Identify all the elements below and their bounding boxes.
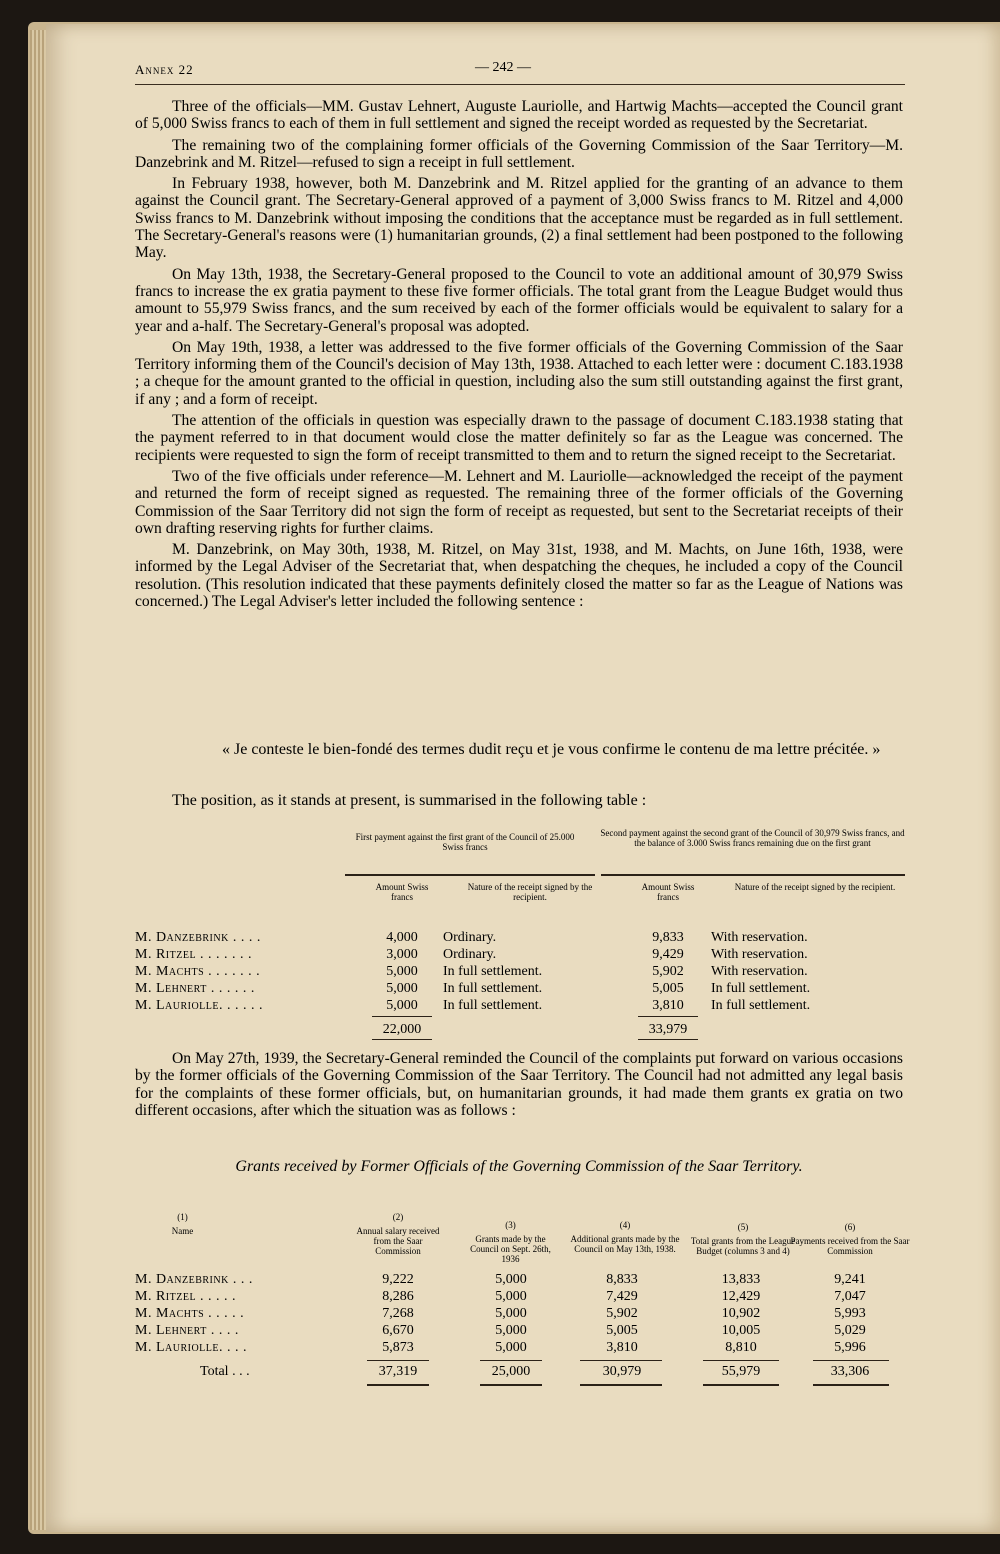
sum-rule [580, 1360, 662, 1361]
row-nature-1: In full settlement. [443, 981, 543, 996]
sum-rule [813, 1360, 889, 1361]
paragraph: On May 19th, 1938, a letter was addressed to the five former officials of the Governing Commission of the Saar Territory informing them of the Council's decision of May 13th, 1938. Attached to each letter were : document C.183.1938 ; a cheque for the amount granted to the official in question, including also the sum still outstanding against the first grant, if any ; and a form of receipt. [135, 338, 903, 408]
row-nature-2: With reservation. [711, 947, 808, 962]
row-nature-1: In full settlement. [443, 964, 543, 979]
col-header-3: (3) Grants made by the Council on Sept. 26th, 1936 [470, 1220, 551, 1264]
row-amount-1: 5,000 [386, 998, 418, 1013]
col-amount-2: Amount Swiss francs [641, 882, 695, 902]
grants-table-title: Grants received by Former Officials of the Governing Commission of the Saar Territory. [235, 1158, 803, 1175]
row-nature-2: In full settlement. [711, 998, 811, 1013]
row-name: M. Danzebrink . . . . [135, 930, 261, 945]
total-rule-2 [638, 1039, 698, 1040]
page-edges [30, 30, 46, 1530]
sum-rule-2 [638, 1016, 698, 1017]
row-amount-1: 3,000 [386, 947, 418, 962]
total-c6: 33,306 [830, 1364, 870, 1379]
col-nature-2: Nature of the receipt signed by the recipient. [734, 882, 896, 892]
col-header-1: (1) Name [171, 1212, 194, 1236]
group1-header: First payment against the first grant of the Council of 25.000 Swiss francs [355, 832, 575, 852]
row-name: M. Lehnert . . . . . . [135, 981, 255, 996]
closing-paragraph: On May 27th, 1939, the Secretary-General reminded the Council of the complaints put forward on various occasions by the former officials of the Governing Commission of the Saar Territory. The Council had not admitted any legal basis for the complaints of these former officials, but, on humanitarian grounds, it had made them grants ex gratia on two different occasions, after which the situation was as follows : [135, 1050, 903, 1119]
paragraph: On May 13th, 1938, the Secretary-General proposed to the Council to vote an additional amount of 30,979 Swiss francs to increase the ex gratia payment to these five former officials. The total grant from the League Budget would thus amount to 55,979 Swiss francs, and the sum received by each of the former officials would be equivalent to salary for a year and a-half. The Secretary-General's proposal was adopted. [135, 265, 903, 335]
table-row [135, 981, 905, 998]
row-nature-2: With reservation. [711, 964, 808, 979]
french-quote: « Je conteste le bien-fondé des termes dudit reçu et je vous confirme le contenu de ma lettre précitée. » [222, 741, 881, 758]
total-c3: 25,000 [491, 1364, 531, 1379]
annex-label: Annex 22 [135, 62, 194, 77]
col-header-5: (5) Total grants from the League Budget (columns 3 and 4) [690, 1222, 796, 1256]
row-amount-2: 5,005 [652, 981, 684, 996]
table-row: M. Lehnert . . . . 6,670 5,000 5,005 10,005 5,029 [135, 1323, 866, 1338]
paragraph: In February 1938, however, both M. Danzebrink and M. Ritzel applied for the granting of an advance to them against the Council grant. The Secretary-General approved of a payment of 3,000 Swiss francs to M. Ritzel and 4,000 Swiss francs to M. Danzebrink without imposing the conditions that the acceptance must be regarded as in full settlement. The Secretary-General's reasons were (1) humanitarian grounds, (2) a final settlement had been postponed to the following May. [135, 175, 903, 262]
table-row: M. Danzebrink . . . 9,222 5,000 8,833 13,833 9,241 [135, 1272, 866, 1287]
paragraph: The remaining two of the complaining former officials of the Governing Commission of the Saar Territory—M. Danzebrink and M. Ritzel—refused to sign a receipt in full settlement. [135, 136, 903, 171]
col-nature-1: Nature of the receipt signed by the recipient. [467, 882, 593, 902]
row-amount-2: 9,833 [652, 930, 684, 945]
row-name: M. Ritzel . . . . . . . [135, 947, 253, 962]
total-rule [580, 1384, 662, 1386]
sum-rule [480, 1360, 542, 1361]
col-header-4: (4) Additional grants made by the Council on May 13th, 1938. [570, 1220, 680, 1254]
total-1: 22,000 [382, 1022, 422, 1037]
total-2: 33,979 [648, 1022, 688, 1037]
row-amount-2: 3,810 [652, 998, 684, 1013]
row-name: M. Machts . . . . . . . [135, 964, 261, 979]
total-rule-1 [372, 1039, 432, 1040]
paragraph: Three of the officials—MM. Gustav Lehnert, Auguste Lauriolle, and Hartwig Machts—accepted the Council grant of 5,000 Swiss francs to each of them in full settlement and signed the receipt worded as requested by the Secretariat. [135, 98, 903, 133]
table-row [135, 930, 905, 947]
page-header [135, 58, 905, 85]
table-row: M. Ritzel . . . . . 8,286 5,000 7,429 12,429 7,047 [135, 1289, 866, 1304]
paragraph: M. Danzebrink, on May 30th, 1938, M. Ritzel, on May 31st, 1938, and M. Machts, on June 16th, 1938, were informed by the Legal Adviser of the Secretariat that, when despatching the cheques, he included a copy of the Council resolution. (This resolution indicated that these payments definitely closed the matter so far as the League of Nations was concerned.) The Legal Adviser's letter included the following sentence : [135, 541, 903, 611]
col-header-6: (6) Payments received from the Saar Commission [790, 1222, 910, 1256]
row-amount-1: 5,000 [386, 964, 418, 979]
total-c4: 30,979 [602, 1364, 642, 1379]
paragraph: The attention of the officials in question was especially drawn to the passage of document C.183.1938 stating that the payment referred to in that document would close the matter definitely so far as the League was concerned. The recipients were requested to sign the form of receipt transmitted to them and to return the signed receipt to the Secretariat. [135, 412, 903, 464]
total-rule [480, 1384, 542, 1386]
table-intro: The position, as it stands at present, is summarised in the following table : [172, 792, 647, 809]
row-nature-2: In full settlement. [711, 981, 811, 996]
row-name: M. Lauriolle. . . . . . [135, 998, 263, 1013]
body-text [135, 98, 903, 614]
group1-rule [345, 874, 595, 876]
grants-table [135, 1190, 910, 1410]
payments-table [135, 820, 905, 1040]
sum-rule [367, 1360, 429, 1361]
total-rule [813, 1384, 889, 1386]
table-row [135, 998, 905, 1015]
table-row [135, 947, 905, 964]
total-rule [703, 1384, 779, 1386]
total-label: Total . . . [200, 1364, 250, 1379]
col-header-2: (2) Annual salary received from the Saar Commission [356, 1212, 440, 1256]
total-rule [367, 1384, 429, 1386]
sum-rule [703, 1360, 779, 1361]
row-amount-2: 9,429 [652, 947, 684, 962]
paragraph: Two of the five officials under reference—M. Lehnert and M. Lauriolle—acknowledged the receipt of the payment and returned the form of receipt signed as requested. The remaining three of the former officials of the Governing Commission of the Saar Territory did not sign the form of receipt as requested, but sent to the Secretariat receipts of their own drafting reserving rights for further claims. [135, 467, 903, 537]
table-row: M. Machts . . . . . 7,268 5,000 5,902 10,902 5,993 [135, 1306, 866, 1321]
row-amount-2: 5,902 [652, 964, 684, 979]
row-nature-1: Ordinary. [443, 947, 497, 962]
row-amount-1: 4,000 [386, 930, 418, 945]
row-nature-1: Ordinary. [443, 930, 497, 945]
col-amount-1: Amount Swiss francs [375, 882, 429, 902]
group2-rule [601, 874, 905, 876]
table-row: M. Lauriolle. . . . 5,873 5,000 3,810 8,810 5,996 [135, 1340, 866, 1355]
total-c5: 55,979 [721, 1364, 761, 1379]
total-c2: 37,319 [378, 1364, 418, 1379]
row-amount-1: 5,000 [386, 981, 418, 996]
sum-rule-1 [372, 1016, 432, 1017]
group2-header: Second payment against the second grant of the Council of 30,979 Swiss francs, and the balance of 3.000 Swiss francs remaining due on the first grant [600, 828, 905, 848]
row-nature-2: With reservation. [711, 930, 808, 945]
row-nature-1: In full settlement. [443, 998, 543, 1013]
page-number: — 242 — [475, 60, 531, 75]
table-row [135, 964, 905, 981]
